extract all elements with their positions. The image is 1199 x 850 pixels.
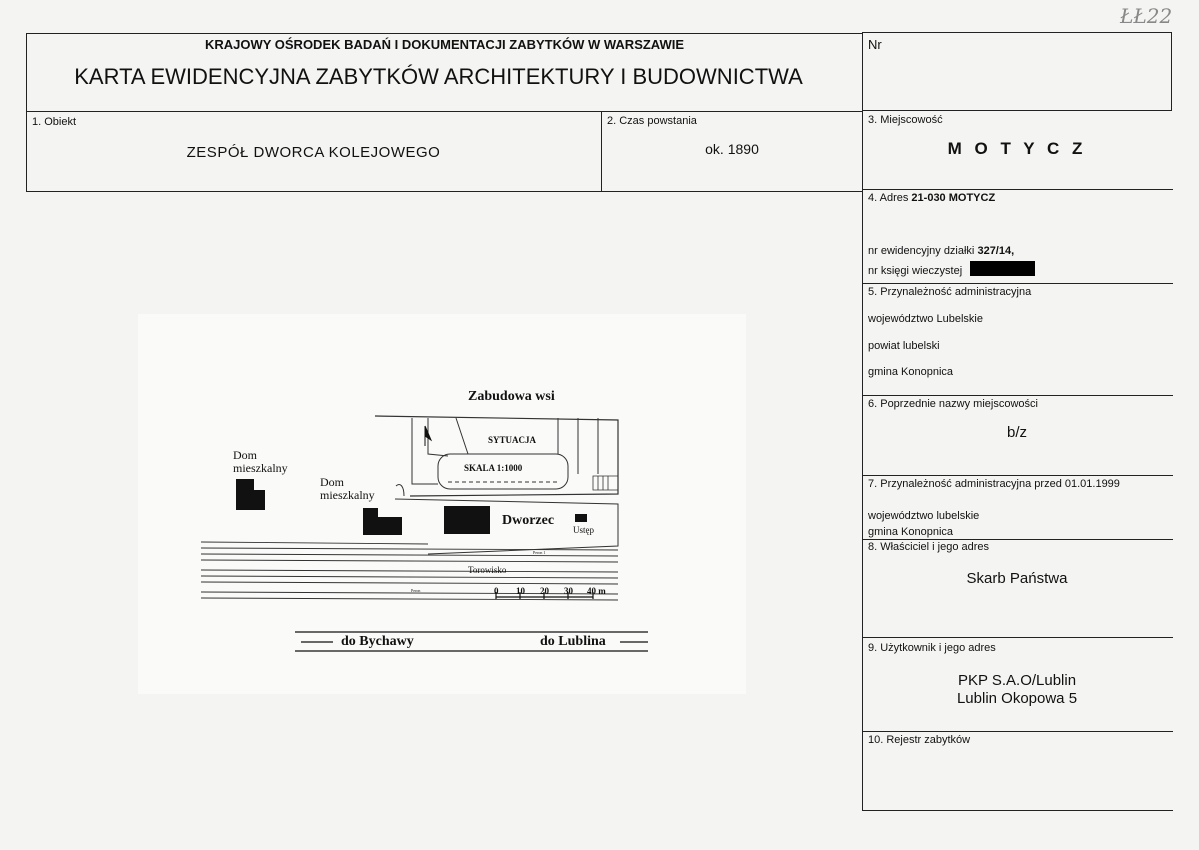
wojewodztwo-value: województwo Lubelskie [868,313,983,325]
czas-label: 2. Czas powstania [607,115,697,127]
redaction-block [970,261,1035,276]
wlasciciel-label: 8. Właściciel i jego adres [868,541,990,553]
scale-tick-10: 10 [516,586,525,596]
dworzec-building [444,506,490,534]
dom1-label-line1: Dom [233,448,257,462]
nr-box [862,32,1172,111]
dworzec-label: Dworzec [502,513,555,528]
divider [862,189,1173,190]
uzytkownik-label: 9. Użytkownik i jego adres [868,642,996,654]
scale-tick-20: 20 [540,586,549,596]
scale-tick-30: 30 [564,586,573,596]
divider [862,810,1173,811]
divider [862,539,1173,540]
divider [862,395,1173,396]
przed1999-label: 7. Przynależność administracyjna przed 01.01.1999 [868,478,1120,490]
archive-number-mark: ŁŁ22 [1120,4,1173,28]
adres-row [868,192,995,204]
czas-value: ok. 1890 [705,141,759,157]
divider [862,475,1173,476]
peron-label: Peron [411,588,421,593]
adres-label: 4. Adres [868,192,909,204]
ksiega-label: nr księgi wieczystej [868,265,963,277]
ustep-label: Ustęp [573,525,594,535]
torowisko-label: Torowisko [468,565,507,575]
dzialka-label: nr ewidencyjny działki [868,245,975,257]
institution-name: KRAJOWY OŚRODEK BADAŃ I DOKUMENTACJI ZABYTKÓW W WARSZAWIE [204,37,685,52]
nr-label: Nr [868,37,882,52]
divider [862,283,1173,284]
miejscowosc-value: M O T Y C Z [947,139,1087,158]
powiat-value: powiat lubelski [868,340,940,352]
dom-mieszkalny-1-building [236,479,265,510]
divider [26,191,863,192]
dom1-label-line2: mieszkalny [233,461,288,475]
obiekt-label: 1. Obiekt [32,116,77,128]
przed1999-wojewodztwo: województwo lubelskie [868,510,980,522]
poprzednie-label: 6. Poprzednie nazwy miejscowości [868,398,1038,410]
card-title: KARTA EWIDENCYJNA ZABYTKÓW ARCHITEKTURY I BUDOWNICTWA [74,64,803,89]
uzytkownik-line1: PKP S.A.O/Lublin [957,672,1077,689]
poprzednie-value: b/z [1006,424,1027,441]
sytuacja-label: SYTUACJA [488,435,537,445]
dzialka-value: 327/14, [977,245,1015,257]
divider [862,731,1173,732]
rejestr-label: 10. Rejestr zabytków [868,734,971,746]
ustep-building [575,514,587,522]
scale-tick-40: 40 m [587,586,606,596]
divider [862,637,1173,638]
site-plan-drawing [138,314,746,694]
miejscowosc-label: 3. Miejscowość [868,114,943,126]
przynaleznosc-label: 5. Przynależność administracyjna [868,286,1032,298]
peron1-label: Peron 1 [533,550,546,555]
skala-label: SKALA 1:1000 [464,463,523,473]
gmina-value: gmina Konopnica [868,366,954,378]
scale-tick-0: 0 [494,586,499,596]
adres-value: 21-030 MOTYCZ [911,192,996,204]
to-lublin-label: do Lublina [540,634,606,649]
dzialka-row [868,245,1014,257]
przed1999-gmina: gmina Konopnica [868,526,954,538]
dom2-label-line2: mieszkalny [320,488,375,502]
situation-map [138,314,746,694]
zabudowa-label: Zabudowa wsi [468,389,555,404]
dom2-label-line1: Dom [320,475,344,489]
wlasciciel-value: Skarb Państwa [966,570,1068,587]
dom-mieszkalny-2-building [363,508,402,535]
to-bychawa-label: do Bychawy [341,634,414,649]
uzytkownik-line2: Lublin Okopowa 5 [956,690,1078,707]
obiekt-value: ZESPÓŁ DWORCA KOLEJOWEGO [186,144,441,161]
